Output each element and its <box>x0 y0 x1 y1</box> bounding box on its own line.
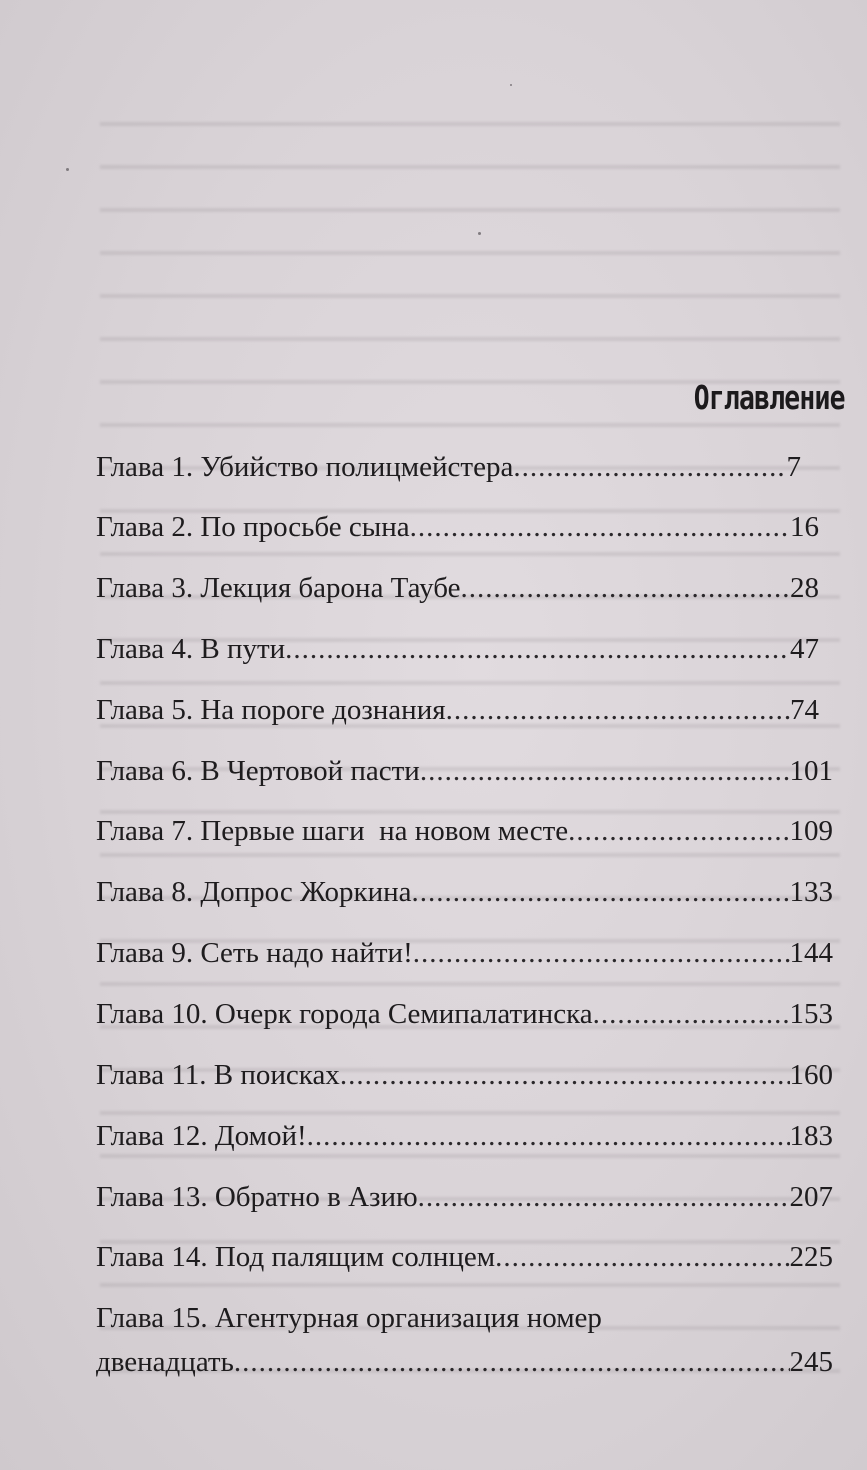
toc-entry-page: 144 <box>789 937 833 969</box>
toc-entry-title: Глава 4. В пути <box>96 633 286 665</box>
toc-entry-page: 133 <box>789 876 833 908</box>
toc-entry-title: Глава 5. На пороге дознания <box>96 694 446 726</box>
toc-entry-title: Глава 13. Обратно в Азию <box>96 1181 418 1213</box>
toc-entry-title: Глава 8. Допрос Жоркина <box>96 876 412 908</box>
toc-entry-title: Глава 7. Первые шаги на новом месте <box>96 815 569 847</box>
dot-leader <box>410 510 790 544</box>
toc-entry-page: 47 <box>790 633 819 665</box>
toc-entry-title: Глава 6. В Чертовой пасти <box>96 755 420 787</box>
dot-leader <box>420 754 790 788</box>
dot-leader <box>418 1180 790 1214</box>
dot-leader <box>568 814 789 848</box>
toc-entry-page: 207 <box>789 1181 833 1213</box>
toc-entry-page: 7 <box>786 451 801 483</box>
toc-entry-7 <box>96 814 833 848</box>
toc-entry-page: 225 <box>789 1241 833 1273</box>
toc-entry-page: 101 <box>789 755 833 787</box>
dot-leader <box>446 693 790 727</box>
dot-leader <box>513 450 786 484</box>
toc-entry-page: 183 <box>789 1120 833 1152</box>
toc-entry-page: 16 <box>790 511 819 543</box>
toc-entry-title: Глава 3. Лекция барона Таубе <box>96 572 461 604</box>
toc-entry-12 <box>96 1119 833 1153</box>
toc-entry-3 <box>96 571 833 605</box>
toc-entry-title-line1: Глава 15. Агентурная организация номер <box>96 1302 602 1334</box>
toc-entry-8 <box>96 875 833 909</box>
toc-entry-5 <box>96 693 833 727</box>
dot-leader <box>285 632 790 666</box>
toc-entry-14 <box>96 1240 833 1274</box>
dot-leader <box>412 875 790 909</box>
dot-leader <box>495 1240 789 1274</box>
toc-entry-title: Глава 9. Сеть надо найти! <box>96 937 413 969</box>
toc-entry-1 <box>96 450 833 484</box>
toc-entry-page: 153 <box>789 998 833 1030</box>
toc-entry-4 <box>96 632 833 666</box>
toc-entry-9 <box>96 936 833 970</box>
toc-entry-page: 245 <box>789 1346 833 1378</box>
toc-heading: Оглавление <box>694 378 845 417</box>
dot-leader <box>593 997 790 1031</box>
toc-entry-page: 74 <box>790 694 819 726</box>
dust-speck <box>510 84 512 86</box>
toc-entry-15 <box>96 1302 833 1379</box>
toc-entry-13 <box>96 1180 833 1214</box>
toc-entry-title: Глава 11. В поисках <box>96 1059 340 1091</box>
toc-entry-title-line2: двенадцать <box>96 1346 234 1378</box>
toc-entry-title: Глава 12. Домой! <box>96 1120 307 1152</box>
toc-entry-title: Глава 10. Очерк города Семипалатинска <box>96 998 593 1030</box>
dot-leader <box>307 1119 790 1153</box>
toc-entry-2 <box>96 510 833 544</box>
toc-entry-page: 109 <box>789 815 833 847</box>
toc-entry-title: Глава 2. По просьбе сына <box>96 511 410 543</box>
toc-entry-6 <box>96 754 833 788</box>
dot-leader <box>340 1058 790 1092</box>
dot-leader <box>234 1345 790 1379</box>
toc-entry-10 <box>96 997 833 1031</box>
toc-entry-page: 28 <box>790 572 819 604</box>
toc-entry-11 <box>96 1058 833 1092</box>
toc-entry-title: Глава 1. Убийство полицмейстера <box>96 451 514 483</box>
dot-leader <box>460 571 790 605</box>
dust-speck <box>66 168 69 171</box>
dust-speck <box>478 232 481 235</box>
dot-leader <box>413 936 790 970</box>
toc-entry-page: 160 <box>789 1059 833 1091</box>
toc-entry-title: Глава 14. Под палящим солнцем <box>96 1241 496 1273</box>
